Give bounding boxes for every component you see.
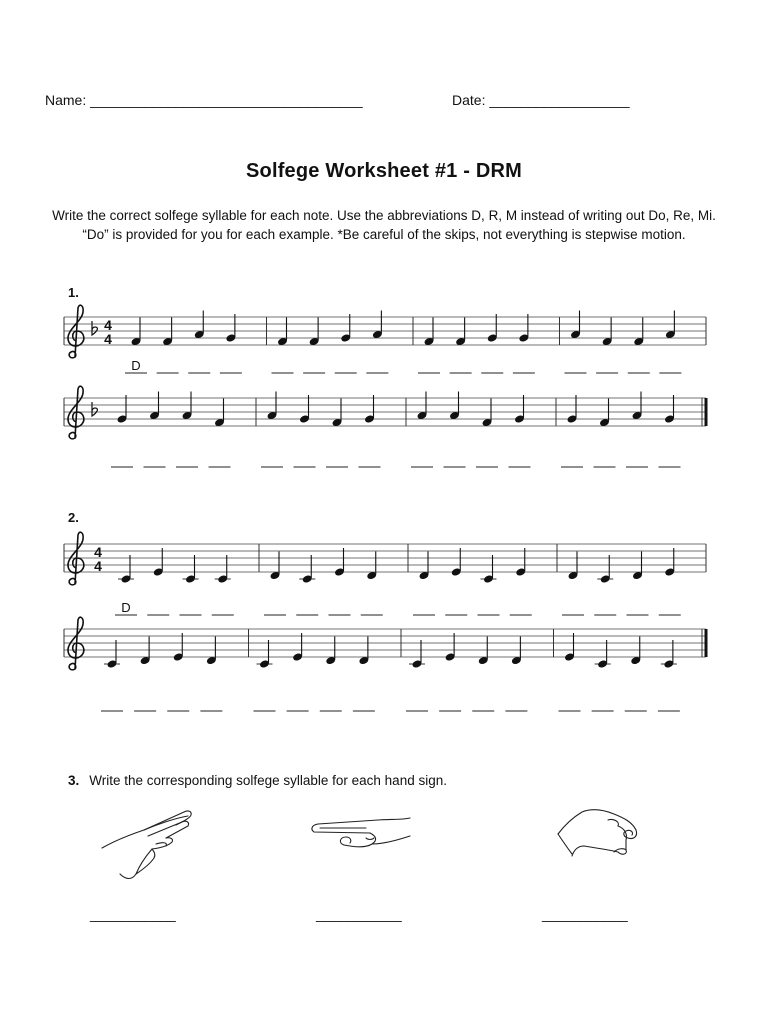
- answer-blank-2[interactable]: ___________: [316, 906, 402, 922]
- question-3: [68, 773, 447, 788]
- name-field-label: Name: ___________________________________: [45, 92, 363, 108]
- date-field-label: Date: __________________: [452, 92, 630, 108]
- treble-clef-icon: [68, 532, 84, 585]
- exercise-2-number: 2.: [68, 510, 79, 525]
- staff-system: [64, 386, 706, 467]
- treble-clef-icon: [68, 305, 84, 358]
- staff-system: [64, 532, 706, 615]
- flat-icon: [92, 321, 97, 335]
- exercise-1-number: 1.: [68, 285, 79, 300]
- time-signature-top: 4: [94, 544, 102, 560]
- answer-blank-3[interactable]: ___________: [542, 906, 628, 922]
- question-3-text: Write the corresponding solfege syllable for each hand sign.: [89, 773, 447, 788]
- mi-hand-sign-icon: [96, 804, 206, 884]
- given-answer: D: [131, 358, 141, 373]
- answer-blank-1[interactable]: ___________: [90, 906, 176, 922]
- instructions: Write the correct solfege syllable for each note. Use the abbreviations D, R, M instead of writing out Do, Re, Mi. “Do” is provided for you for each example. *Be careful of the skips, not everything is stepwise motion.: [52, 208, 716, 242]
- time-signature-bottom: 4: [104, 331, 112, 347]
- given-answer: D: [121, 600, 131, 615]
- time-signature-bottom: 4: [94, 558, 102, 574]
- treble-clef-icon: [68, 386, 84, 439]
- question-3-number: 3.: [68, 773, 80, 788]
- staff-system: [64, 305, 706, 373]
- time-signature-top: 4: [104, 317, 112, 333]
- flat-icon: [92, 402, 97, 416]
- page-title: Solfege Worksheet #1 - DRM: [245, 160, 522, 182]
- treble-clef-icon: [68, 617, 84, 670]
- staff-system: [64, 617, 706, 711]
- do-hand-sign-icon: [548, 806, 648, 862]
- re-hand-sign-icon: [306, 810, 420, 856]
